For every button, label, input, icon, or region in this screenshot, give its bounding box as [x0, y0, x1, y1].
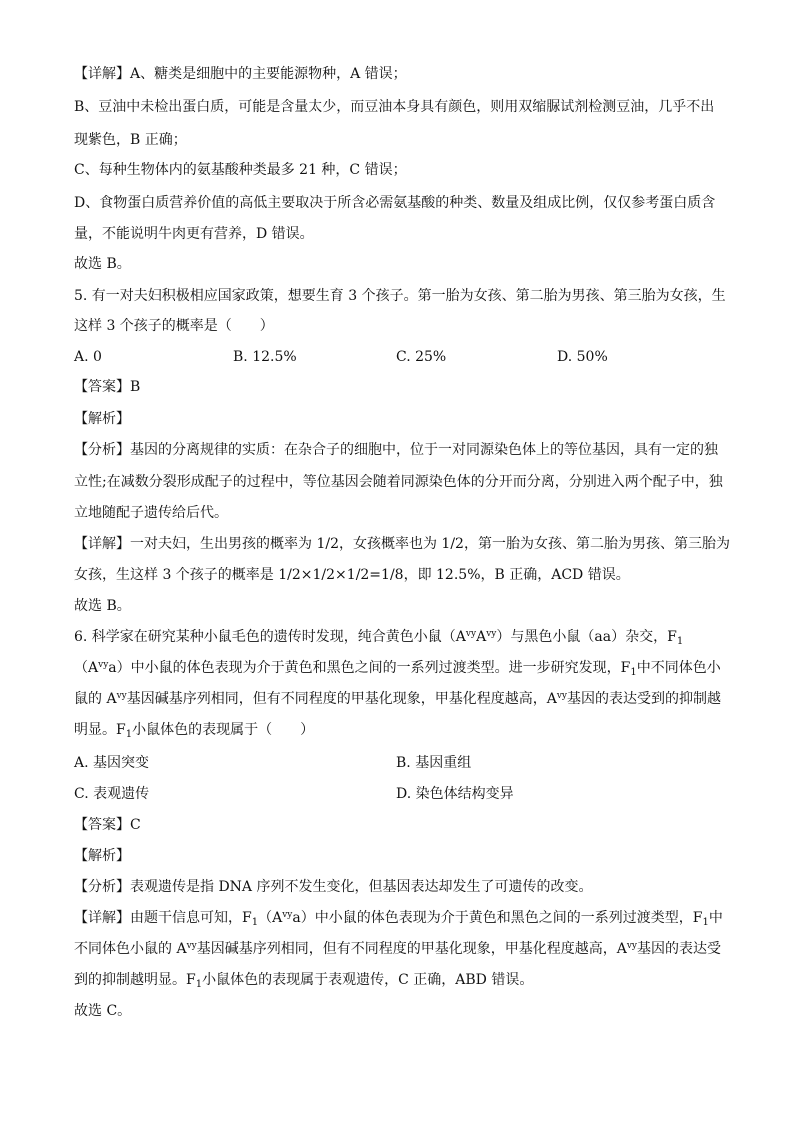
- q6-analysis-heading: 【解析】: [74, 848, 130, 864]
- q6-detail-line-1: [74, 908, 723, 928]
- q6-stem-text: a）中小鼠的体色表现为介于黄色和黑色之间的一系列过渡类型。进一步研究发现，F: [108, 660, 631, 676]
- q6-option-c: C. 表观遗传: [74, 786, 150, 802]
- q5-option-b: B. 12.5%: [233, 349, 297, 365]
- q6-detail-text: 中: [708, 910, 723, 926]
- generation-subscript: 1: [676, 636, 684, 647]
- q6-stem-text: 6. 科学家在研究某种小鼠毛色的遗传时发现，纯合黄色小鼠（A: [74, 629, 466, 645]
- q6-stem-text: A: [476, 629, 487, 645]
- q6-stem-text: 鼠的 A: [74, 691, 117, 707]
- generation-subscript: 1: [125, 729, 133, 740]
- allele-superscript: vy: [186, 941, 197, 951]
- q6-answer: 【答案】C: [74, 817, 141, 833]
- q6-detail-text: 到的抑制越明显。F: [74, 972, 196, 988]
- q6-detail-text: 小鼠体色的表现属于表观遗传，C 正确，ABD 错误。: [202, 972, 534, 988]
- generation-subscript: 1: [702, 917, 709, 928]
- generation-subscript: 1: [251, 917, 259, 928]
- q6-detail-text: 【详解】由题干信息可知，F: [74, 910, 252, 926]
- q6-conclusion: 故选 C。: [74, 1003, 132, 1019]
- q6-stem-text: 基因碱基序列相同，但有不同程度的甲基化现象，甲基化程度越高，A: [126, 691, 557, 707]
- q6-stem-line-1: [74, 627, 683, 647]
- q4-conclusion: 故选 B。: [74, 256, 131, 272]
- allele-superscript: vy: [98, 660, 109, 670]
- allele-superscript: vy: [556, 691, 568, 701]
- q6-option-b: B. 基因重组: [396, 755, 472, 771]
- q6-detail-text: 不同体色小鼠的 A: [74, 941, 187, 957]
- allele-superscript: vy: [626, 941, 638, 951]
- q6-stem-text: 中不同体色小: [636, 660, 721, 676]
- q6-detail-line-2: [74, 939, 721, 959]
- q5-analysis-line-1: 【分析】基因的分离规律的实质：在杂合子的细胞中，位于一对同源染色体上的等位基因，具有一定的独: [74, 442, 718, 458]
- q6-stem-line-4: [74, 720, 314, 740]
- allele-superscript: vy: [282, 910, 293, 920]
- q5-detail-line-2: 女孩，生这样 3 个孩子的概率是 1/2×1/2×1/2=1/8，即 12.5%，B 正确，ACD 错误。: [74, 567, 630, 583]
- allele-superscript: vy: [116, 691, 127, 701]
- q6-stem-text: 小鼠体色的表现属于（ ）: [132, 722, 315, 738]
- q6-option-d: D. 染色体结构变异: [396, 786, 514, 802]
- q5-option-d: D. 50%: [557, 349, 608, 365]
- q5-analysis-heading: 【解析】: [74, 411, 130, 427]
- generation-subscript: 1: [630, 667, 637, 678]
- q6-analysis-line-1: 【分析】表观遗传是指 DNA 序列不发生变化，但基因表达却发生了可遗传的改变。: [74, 879, 593, 895]
- q5-analysis-line-2: 立性;在减数分裂形成配子的过程中，等位基因会随着同源染色体的分开而分离，分别进入两个配子中，独: [74, 474, 723, 490]
- allele-superscript: vy: [486, 629, 497, 639]
- q4-detail-line-2: B、豆油中未检出蛋白质，可能是含量太少，而豆油本身具有颜色，则用双缩脲试剂检测豆油，几乎不出: [74, 99, 715, 115]
- q6-stem-text: ）与黑色小鼠（aa）杂交，F: [496, 629, 677, 645]
- q6-detail-text: 基因碱基序列相同，但有不同程度的甲基化现象，甲基化程度越高，A: [196, 941, 627, 957]
- q4-detail-line-6: 量，不能说明牛肉更有营养，D 错误。: [74, 226, 314, 242]
- generation-subscript: 1: [195, 979, 203, 990]
- q6-stem-line-2: [74, 658, 721, 678]
- q6-detail-line-3: [74, 970, 533, 990]
- q6-stem-text: 明显。F: [74, 722, 126, 738]
- q6-option-a: A. 基因突变: [74, 755, 150, 771]
- q5-stem-line-1: 5. 有一对夫妇积极相应国家政策，想要生育 3 个孩子。第一胎为女孩、第二胎为男孩、第三胎为女孩，生: [74, 288, 726, 304]
- q5-answer: 【答案】B: [74, 379, 141, 395]
- q5-stem-line-2: 这样 3 个孩子的概率是（ ）: [74, 318, 274, 334]
- q4-detail-line-1: 【详解】A、糖类是细胞中的主要能源物种，A 错误；: [74, 66, 407, 82]
- q5-conclusion: 故选 B。: [74, 598, 131, 614]
- q6-stem-line-3: [74, 689, 721, 709]
- allele-superscript: vy: [465, 629, 477, 639]
- q4-detail-line-3: 现紫色，B 正确；: [74, 132, 187, 148]
- q5-analysis-line-3: 立地随配子遗传给后代。: [74, 505, 228, 521]
- q6-detail-text: （A: [258, 910, 283, 926]
- q5-option-a: A. 0: [74, 349, 102, 365]
- q5-detail-line-1: 【详解】一对夫妇，生出男孩的概率为 1/2，女孩概率也为 1/2，第一胎为女孩、第二胎为男孩、第三胎为: [74, 536, 730, 552]
- q5-option-c: C. 25%: [396, 349, 447, 365]
- q6-detail-text: 基因的表达受: [637, 941, 722, 957]
- q6-stem-text: （A: [74, 660, 99, 676]
- q6-stem-text: 基因的表达受到的抑制越: [567, 691, 722, 707]
- q6-detail-text: a）中小鼠的体色表现为介于黄色和黑色之间的一系列过渡类型，F: [292, 910, 703, 926]
- q4-detail-line-5: D、食物蛋白质营养价值的高低主要取决于所含必需氨基酸的种类、数量及组成比例，仅仅参考蛋白质含: [74, 195, 716, 211]
- q4-detail-line-4: C、每种生物体内的氨基酸种类最多 21 种，C 错误；: [74, 162, 407, 178]
